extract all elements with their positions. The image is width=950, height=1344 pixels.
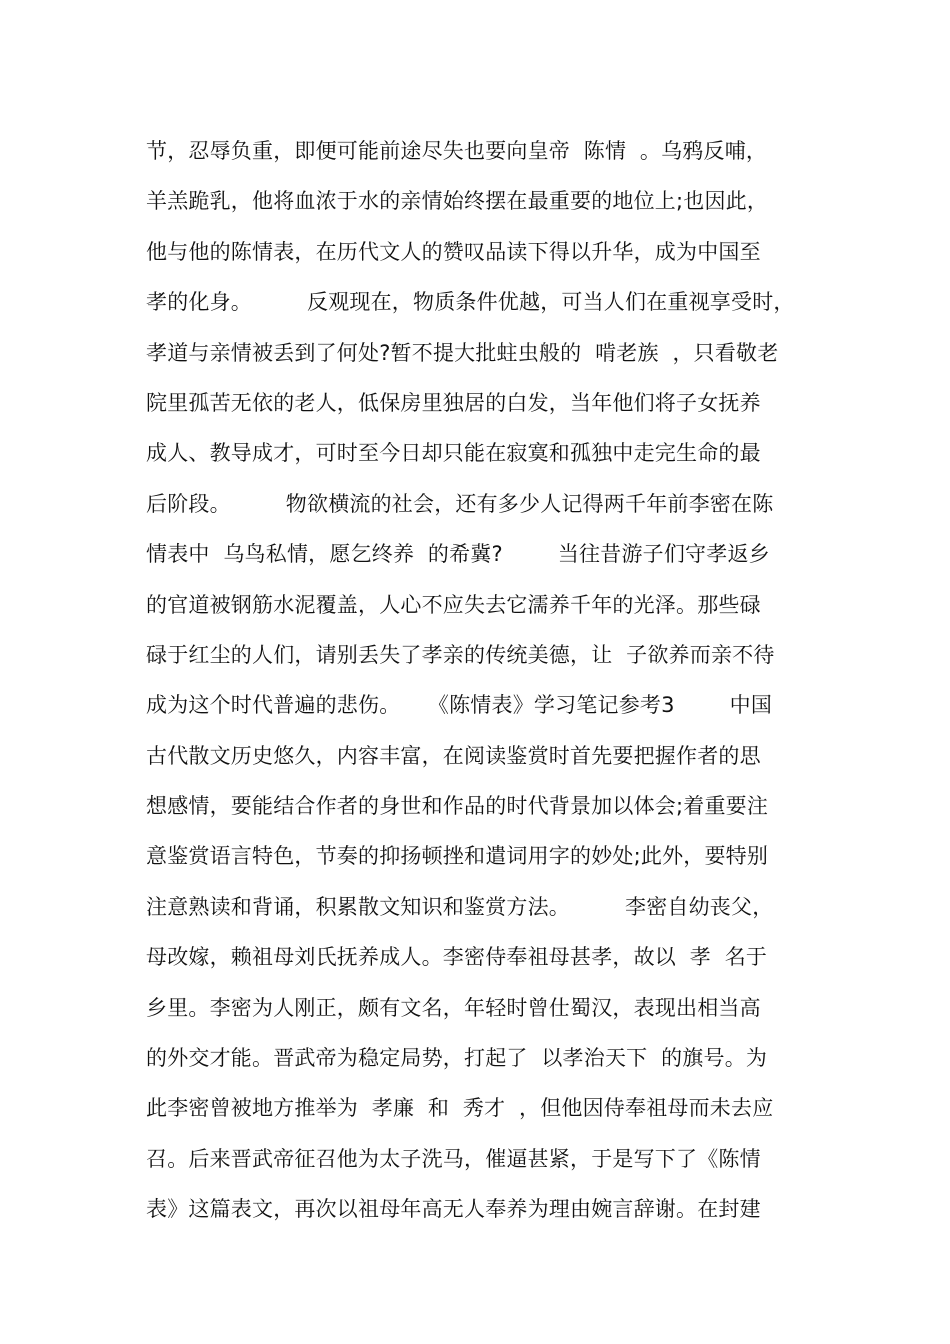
text-line: 孝的化身。 反观现在，物质条件优越，可当人们在重视享受时， <box>146 290 795 315</box>
text-line: 院里孤苦无依的老人，低保房里独居的白发，当年他们将子女抚养 <box>146 390 761 415</box>
text-line: 此李密曾被地方推举为 孝廉 和 秀才 ，但他因侍奉祖母而未去应 <box>146 1096 774 1121</box>
text-line: 孝道与亲情被丢到了何处?暂不提大批蛀虫般的 啃老族 ，只看敬老 <box>146 340 779 365</box>
text-line: 的外交才能。晋武帝为稳定局势，打起了 以孝治天下 的旗号。为 <box>146 1046 768 1071</box>
text-line: 后阶段。 物欲横流的社会，还有多少人记得两千年前李密在陈 <box>146 491 774 516</box>
text-line: 古代散文历史悠久，内容丰富，在阅读鉴赏时首先要把握作者的思 <box>146 743 761 768</box>
text-line: 注意熟读和背诵，积累散文知识和鉴赏方法。 李密自幼丧父， <box>146 894 774 919</box>
text-line: 乡里。李密为人刚正，颇有文名，年轻时曾仕蜀汉，表现出相当高 <box>146 995 761 1020</box>
text-line: 成人、教导成才，可时至今日却只能在寂寞和孤独中走完生命的最 <box>146 441 761 466</box>
text-line: 意鉴赏语言特色，节奏的抑扬顿挫和遣词用字的妙处;此外，要特别 <box>146 844 769 869</box>
text-line: 碌于红尘的人们，请别丢失了孝亲的传统美德，让 子欲养而亲不待 <box>146 642 775 667</box>
text-line: 母改嫁，赖祖母刘氏抚养成人。李密侍奉祖母甚孝，故以 孝 名于 <box>146 945 768 970</box>
text-line: 情表中 乌鸟私情，愿乞终养 的希冀? 当往昔游子们守孝返乡 <box>146 542 770 567</box>
text-line: 想感情，要能结合作者的身世和作品的时代背景加以体会;着重要注 <box>146 794 769 819</box>
text-line: 他与他的陈情表，在历代文人的赞叹品读下得以升华，成为中国至 <box>146 239 761 264</box>
text-line: 节，忍辱负重，即便可能前途尽失也要向皇帝 陈情 。乌鸦反哺， <box>146 139 768 163</box>
text-line: 成为这个时代普遍的悲伤。 《陈情表》学习笔记参考3 中国 <box>146 693 773 718</box>
text-line: 召。后来晋武帝征召他为太子洗马，催逼甚紧，于是写下了《陈情 <box>146 1146 761 1171</box>
text-line: 羊羔跪乳，他将血浓于水的亲情始终摆在最重要的地位上;也因此， <box>146 189 769 214</box>
body-text <box>146 133 826 1242</box>
text-line: 表》这篇表文，再次以祖母年高无人奉养为理由婉言辞谢。在封建 <box>146 1197 761 1222</box>
text-line: 的官道被钢筋水泥覆盖，人心不应失去它濡养千年的光泽。那些碌 <box>146 592 761 617</box>
